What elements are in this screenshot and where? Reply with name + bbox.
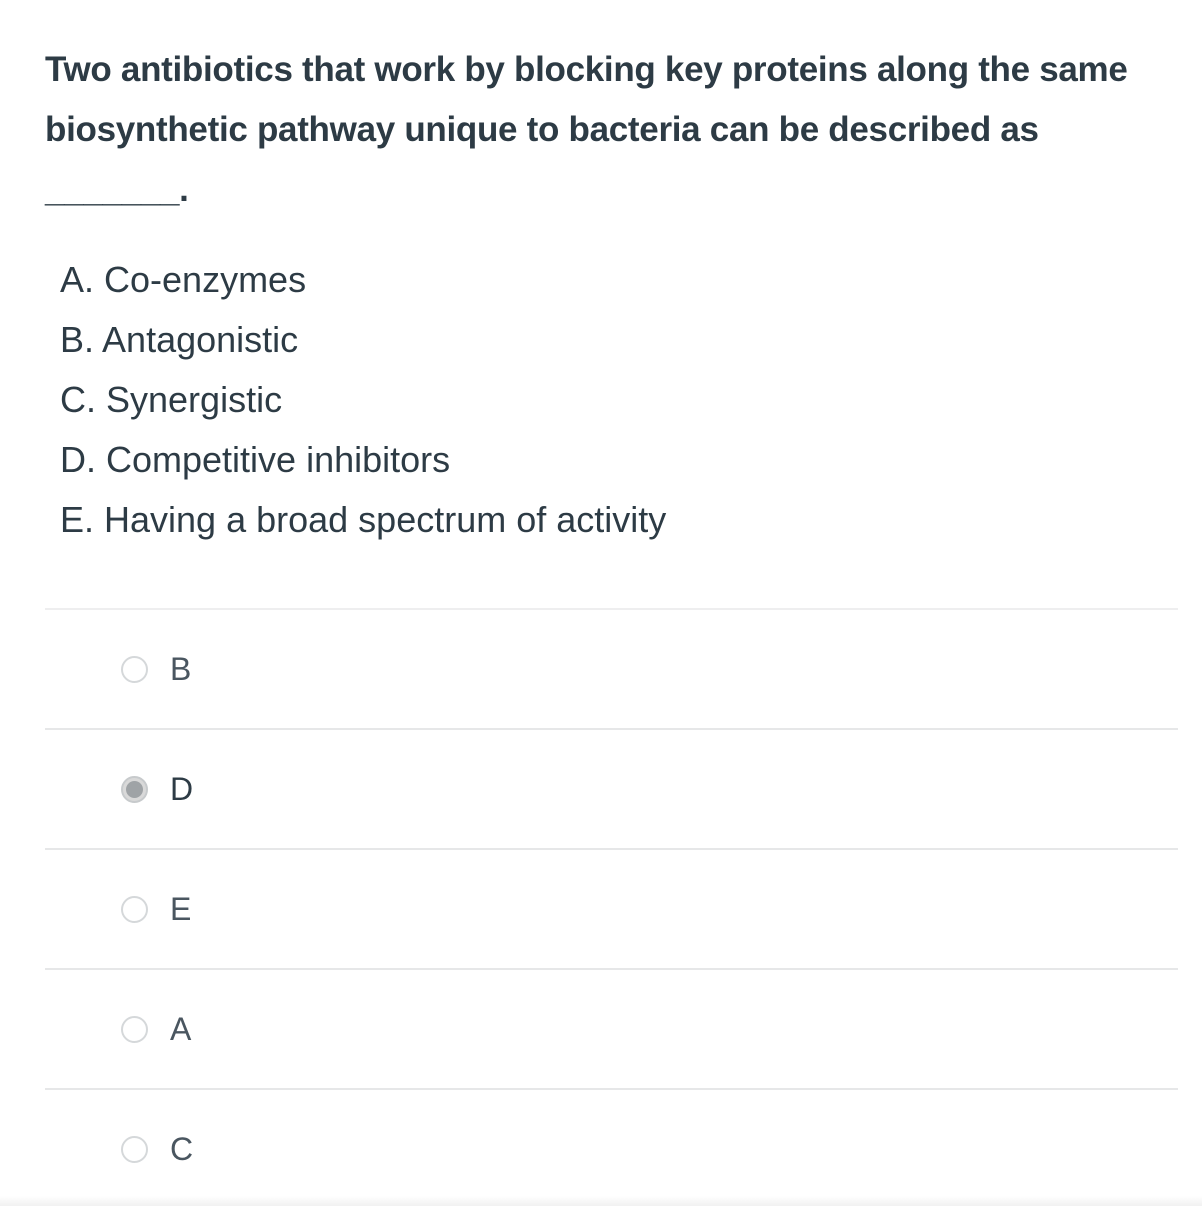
answer-options — [45, 608, 1178, 1208]
choice-e: E. Having a broad spectrum of activity — [60, 499, 667, 540]
choice-c: C. Synergistic — [60, 379, 283, 420]
question-text: Two antibiotics that work by blocking key proteins along the same biosynthetic pathway unique to bacteria can be described as _______. — [45, 50, 1128, 209]
choice-a: A. Co-enzymes — [60, 259, 307, 300]
answer-label: B — [170, 651, 192, 687]
radio-button[interactable] — [121, 896, 148, 923]
answer-label: C — [170, 1131, 194, 1167]
answer-label: A — [170, 1011, 192, 1047]
choice-d: D. Competitive inhibitors — [60, 439, 451, 480]
radio-button[interactable] — [121, 1016, 148, 1043]
radio-button[interactable] — [121, 1136, 148, 1163]
answer-option-e[interactable] — [45, 848, 1178, 968]
answer-option-c[interactable] — [45, 1088, 1178, 1208]
choices-list — [60, 250, 666, 550]
radio-button[interactable] — [121, 656, 148, 683]
answer-option-b[interactable] — [45, 608, 1178, 728]
answer-option-a[interactable] — [45, 968, 1178, 1088]
answer-label: E — [170, 891, 192, 927]
choice-b: B. Antagonistic — [60, 319, 299, 360]
answer-label: D — [170, 771, 194, 807]
bottom-edge-shadow — [0, 1196, 1202, 1206]
radio-button-selected[interactable] — [121, 776, 148, 803]
answer-option-d[interactable] — [45, 728, 1178, 848]
